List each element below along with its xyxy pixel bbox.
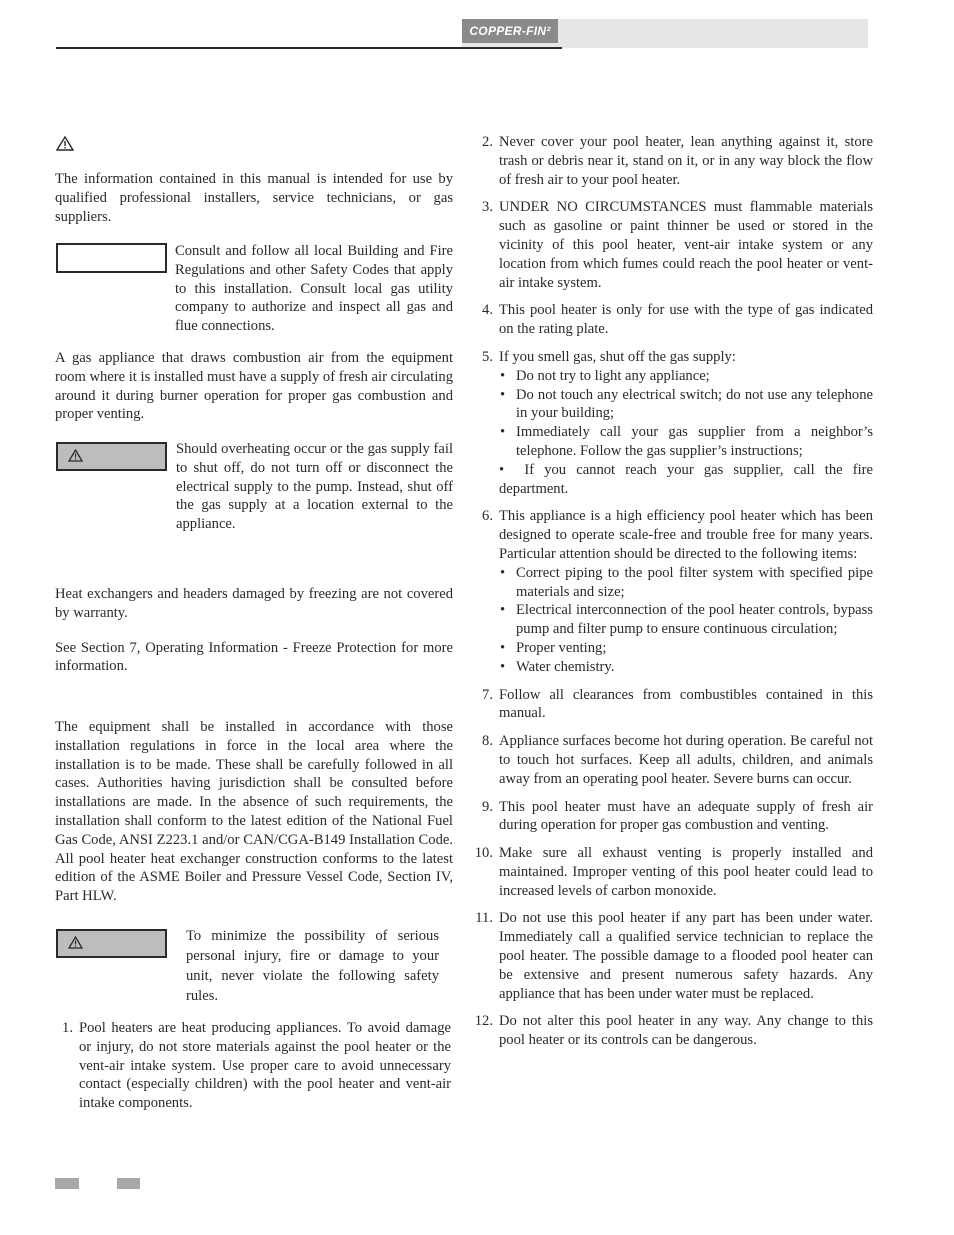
callout-1-text: Consult and follow all local Building and Fire Regulations and other Safety Codes that apply to this installation. Consult local gas utility company to authorize and inspect all gas and flue connections.	[175, 243, 453, 335]
item-text: Do not use this pool heater if any part has been under water. Immediately call a qualified service technician to replace the pool heater. The possible damage to a flooded pool heater can be extensive and present numerous safety hazards. Any appliance that has been under water must be replaced.	[499, 910, 873, 1002]
warning-box-3	[56, 929, 167, 958]
safety-rule-item	[473, 686, 873, 724]
gas-air-section	[55, 349, 453, 424]
bullet-text: Electrical interconnection of the pool heater controls, bypass pump and filter pump to ensure continuous circulation;	[516, 602, 873, 638]
brand-logo: COPPER-FIN²	[462, 19, 558, 43]
footer-tab-right	[117, 1178, 140, 1189]
item-number: 7.	[482, 686, 493, 703]
safety-rule-item	[473, 1012, 873, 1050]
bullet-item	[499, 658, 873, 677]
safety-rule-item	[473, 844, 873, 900]
callout-3	[186, 926, 439, 1006]
bullet-text: If you cannot reach your gas supplier, call the fire department.	[499, 461, 873, 497]
warning-triangle-icon	[68, 936, 83, 955]
freeze-section	[55, 585, 453, 676]
bullet-mark: •	[500, 564, 506, 581]
safety-rule-item	[473, 732, 873, 788]
warning-box-2	[56, 442, 167, 471]
notice-box-1	[56, 243, 167, 273]
item-text: Never cover your pool heater, lean anything against it, store trash or debris near it, stand on it, or in any way block the flow of fresh air to your pool heater.	[499, 134, 873, 188]
bullet-mark: •	[500, 639, 506, 656]
safety-rule-item	[473, 798, 873, 836]
bullet-text: Do not try to light any appliance;	[516, 367, 710, 384]
item-text: Appliance surfaces become hot during operation. Be careful not to touch hot surfaces. Keep all adults, children, and animals away from an operating pool heater. Severe burns can occur.	[499, 733, 873, 787]
safety-rule-item	[473, 133, 873, 189]
item-text: Make sure all exhaust venting is properly installed and maintained. Improper venting of this pool heater could lead to increased levels of carbon monoxide.	[499, 845, 873, 899]
bullet-text: Correct piping to the pool filter system with specified pipe materials and size;	[516, 564, 873, 600]
bullet-text: Water chemistry.	[516, 658, 615, 675]
item-text: UNDER NO CIRCUMSTANCES must flammable materials such as gasoline or paint thinner be used or stored in the vicinity of this pool heater, vent-air intake system or any location from which fumes could reach the pool heater or vent-air intake system.	[499, 199, 873, 291]
safety-rule-item	[473, 507, 873, 676]
bullet-item	[499, 386, 873, 424]
safety-rules-list-left	[53, 1019, 451, 1113]
item-number: 10.	[474, 845, 493, 862]
bullet-item	[499, 601, 873, 639]
callout-3-text: To minimize the possibility of serious personal injury, fire or damage to your unit, never violate the following safety rules.	[186, 928, 439, 1004]
item-number: 5.	[482, 348, 493, 365]
bullet-text: Proper venting;	[516, 639, 607, 656]
item-text: Do not alter this pool heater in any way. Any change to this pool heater or its controls can be dangerous.	[499, 1013, 873, 1049]
item-text: This appliance is a high efficiency pool heater which has been designed to operate scale-free and trouble free for many years. Particular attention should be directed to the following items:	[499, 508, 873, 562]
item-text: Pool heaters are heat producing appliances. To avoid damage or injury, do not store materials against the pool heater or the vent-air intake system. Use proper care to avoid unnecessary contact (especially children) with the pool heater and vent-air intake components.	[79, 1020, 451, 1112]
bullet-mark: •	[500, 602, 506, 619]
safety-rule-item	[473, 909, 873, 1003]
bullet-item	[499, 423, 873, 461]
callout-1	[175, 242, 453, 336]
bullet-item	[499, 639, 873, 658]
item-number: 8.	[482, 733, 493, 750]
item-text: This pool heater must have an adequate supply of fresh air during operation for proper gas combustion and venting.	[499, 798, 873, 834]
freeze-paragraph-1: Heat exchangers and headers damaged by freezing are not covered by warranty.	[55, 586, 453, 621]
safety-rule-item	[473, 348, 873, 498]
bullet-mark: •	[499, 461, 505, 478]
item-number: 12.	[474, 1013, 493, 1030]
bullet-text: Immediately call your gas supplier from a neighbor’s telephone. Follow the gas supplier’s instructions;	[516, 424, 873, 459]
callout-2	[176, 440, 453, 534]
bullet-item	[499, 564, 873, 602]
item-number: 6.	[482, 508, 493, 525]
item-number: 9.	[482, 798, 493, 815]
safety-rule-item	[473, 198, 873, 292]
item-text: Follow all clearances from combustibles contained in this manual.	[499, 686, 873, 722]
item-number: 1.	[62, 1020, 73, 1036]
item-text: This pool heater is only for use with the type of gas indicated on the rating plate.	[499, 302, 873, 338]
intro-section	[55, 170, 453, 226]
bullet-text: Do not touch any electrical switch; do not use any telephone in your building;	[516, 386, 873, 422]
intro-paragraph: The information contained in this manual is intended for use by qualified professional installers, service technicians, or gas suppliers.	[55, 171, 453, 225]
item-text: If you smell gas, shut off the gas supply:	[499, 348, 736, 365]
warning-triangle-icon	[68, 449, 83, 468]
safety-rule-item	[53, 1019, 451, 1113]
bullet-item	[499, 461, 873, 499]
item-number: 2.	[482, 134, 493, 150]
safety-rule-item	[473, 301, 873, 339]
warning-triangle-icon	[56, 136, 74, 157]
footer-tab-left	[55, 1178, 79, 1189]
bullet-mark: •	[500, 658, 506, 675]
item-number: 4.	[482, 302, 493, 319]
item-number: 3.	[482, 199, 493, 216]
item-number: 11.	[475, 910, 493, 927]
bullet-mark: •	[500, 386, 506, 403]
codes-section	[55, 718, 453, 906]
gas-air-paragraph: A gas appliance that draws combustion air from the equipment room where it is installed must have a supply of fresh air circulating around it during burner operation for proper gas combustion and proper venting.	[55, 350, 453, 423]
safety-rules-list-right	[473, 133, 873, 1050]
codes-paragraph: The equipment shall be installed in accordance with those installation regulations in force in the local area where the installation is to be made. These shall be carefully followed in all cases. Authorities having jurisdiction shall be consulted before installations are made. In the absence of such requirements, the installation shall conform to the latest edition of the National Fuel Gas Code, ANSI Z223.1 and/or CAN/CGA-B149 Installation Code. All pool heater heat exchanger construction conforms to the latest edition of the ASME Boiler and Pressure Vessel Code, Section IV, Part HLW.	[55, 719, 453, 905]
header-rule	[56, 47, 562, 49]
callout-2-text: Should overheating occur or the gas supply fail to shut off, do not turn off or disconnect the electrical supply to the pump. Instead, shut off the gas supply at a location external to the appliance.	[176, 441, 453, 533]
bullet-item	[499, 367, 873, 386]
freeze-paragraph-2: See Section 7, Operating Information - Freeze Protection for more information.	[55, 639, 453, 675]
bullet-mark: •	[500, 424, 506, 441]
bullet-mark: •	[500, 367, 506, 384]
